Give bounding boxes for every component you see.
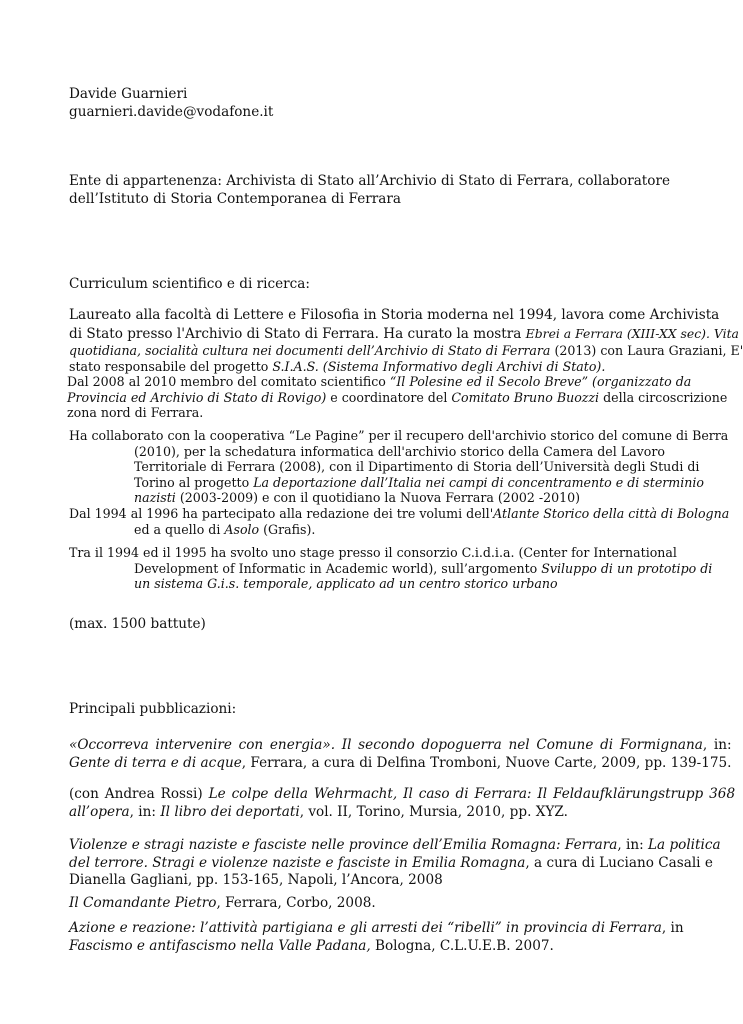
text-line: Territoriale di Ferrara (2008), con il Dipartimento di Storia dell’Università degli Studi di bbox=[134, 459, 700, 474]
text-line: del terrore. Stragi e violenze naziste e fasciste in Emilia Romagna, a cura di Luciano Casali e bbox=[69, 854, 713, 871]
cv-paragraph-education bbox=[69, 307, 743, 374]
exhibition-title: Ebrei a Ferrara (XIII-XX sec). Vita bbox=[525, 325, 739, 341]
text-line: Provincia ed Archivio di Stato di Rovigo) e coordinatore del Comitato Bruno Buozzi della circoscrizione bbox=[67, 389, 728, 405]
text-line: Development of Informatic in Academic world), sull’argomento Sviluppo di un prototipo di bbox=[134, 560, 713, 576]
text-line: Tra il 1994 ed il 1995 ha svolto uno stage presso il consorzio C.i.d.i.a. (Center for International bbox=[69, 545, 677, 560]
exhibition-title: quotidiana, socialità cultura nei documenti dell’Archivio di Stato di Ferrara bbox=[69, 343, 551, 358]
text-line: Torino al progetto La deportazione dall’Italia nei campi di concentramento e di sterminio bbox=[134, 474, 704, 490]
cv-paragraph-stage bbox=[69, 545, 713, 592]
author-email: guarnieri.davide@vodafone.it bbox=[69, 103, 274, 120]
cv-paragraph-committee bbox=[67, 374, 728, 421]
text-line: ed a quello di Asolo (Grafis). bbox=[134, 521, 316, 537]
text-line: un sistema G.i.s. temporale, applicato ad un centro storico urbano bbox=[134, 576, 558, 591]
affiliation-line: Ente di appartenenza: Archivista di Stato all’Archivio di Stato di Ferrara, collaboratore bbox=[69, 173, 670, 189]
text-line: Laureato alla facoltà di Lettere e Filosofia in Storia moderna nel 1994, lavora come Archivista bbox=[69, 307, 720, 323]
affiliation bbox=[69, 173, 670, 208]
text-line: (2010), per la schedatura informatica dell'archivio storico della Camera del Lavoro bbox=[134, 443, 665, 459]
cv-paragraph-collaborations bbox=[69, 428, 729, 506]
cv-paragraph-atlas bbox=[69, 506, 730, 537]
text-line: di Stato presso l'Archivio di Stato di Ferrara. Ha curato la mostra Ebrei a Ferrara (XIII-XX sec). Vita bbox=[69, 325, 739, 342]
text-line: nazisti (2003-2009) e con il quotidiano la Nuova Ferrara (2002 -2010) bbox=[134, 490, 581, 505]
text-line: «Occorreva intervenire con energia». Il secondo dopoguerra nel Comune di Formignana, in: bbox=[69, 737, 732, 753]
publications-heading: Principali pubblicazioni: bbox=[69, 701, 237, 717]
character-limit-note: (max. 1500 battute) bbox=[69, 616, 206, 632]
text-line: (con Andrea Rossi) Le colpe della Wehrmacht, Il caso di Ferrara: Il Feldaufklärungstrupp 368 bbox=[69, 786, 736, 802]
author-header bbox=[69, 86, 659, 121]
affiliation-line: dell’Istituto di Storia Contemporanea di Ferrara bbox=[69, 190, 401, 207]
publication-item bbox=[69, 737, 732, 772]
publication-item bbox=[69, 920, 684, 955]
publication-item bbox=[69, 786, 736, 821]
text-line: stato responsabile del progetto S.I.A.S. (Sistema Informativo degli Archivi di Stato). bbox=[69, 358, 606, 374]
cv-heading: Curriculum scientifico e di ricerca: bbox=[69, 276, 310, 292]
text-line: Azione e reazione: l’attività partigiana e gli arresti dei “ribelli” in provincia di Ferrara, in bbox=[69, 920, 684, 936]
text-line: Gente di terra e di acque, Ferrara, a cura di Delfina Tromboni, Nuove Carte, 2009, pp. 139-175. bbox=[69, 754, 732, 771]
text-line: Ha collaborato con la cooperativa “Le Pagine” per il recupero dell'archivio storico del comune di Berra bbox=[69, 428, 729, 443]
text-line: all’opera, in: Il libro dei deportati, vol. II, Torino, Mursia, 2010, pp. XYZ. bbox=[69, 803, 568, 820]
text-line: Violenze e stragi naziste e fasciste nelle province dell’Emilia Romagna: Ferrara, in: La politica bbox=[69, 837, 721, 853]
text-line: zona nord di Ferrara. bbox=[67, 405, 204, 420]
text-line: Dianella Gagliani, pp. 153-165, Napoli, l’Ancora, 2008 bbox=[69, 872, 443, 888]
text-line: Dal 2008 al 2010 membro del comitato scientifico “Il Polesine ed il Secolo Breve” (organizzato da bbox=[67, 374, 692, 389]
text-line: quotidiana, socialità cultura nei documenti dell’Archivio di Stato di Ferrara (2013) con Laura Graziani, E' bbox=[69, 343, 743, 358]
publication-item: Il Comandante Pietro, Ferrara, Corbo, 2008. bbox=[69, 895, 376, 911]
project-title: S.I.A.S. (Sistema Informativo degli Archivi di Stato). bbox=[272, 358, 606, 374]
publication-item bbox=[69, 837, 721, 890]
text-line: Dal 1994 al 1996 ha partecipato alla redazione dei tre volumi dell'Atlante Storico della città di Bologna bbox=[69, 506, 730, 521]
author-name: Davide Guarnieri bbox=[69, 86, 188, 102]
text-line: Fascismo e antifascismo nella Valle Padana, Bologna, C.L.U.E.B. 2007. bbox=[69, 937, 554, 954]
